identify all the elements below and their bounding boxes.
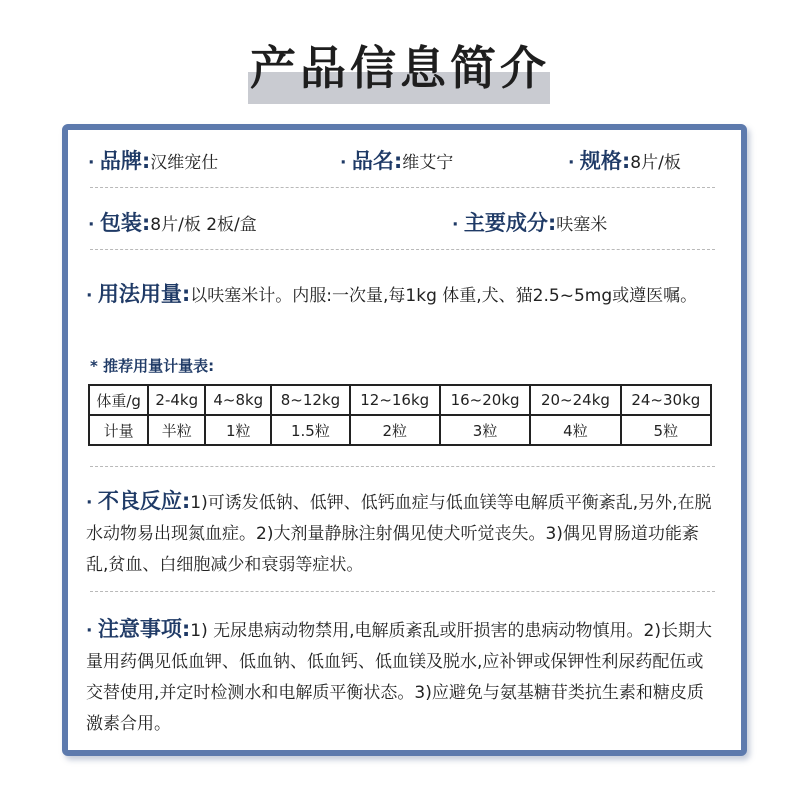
bullet-icon: · [86, 621, 93, 641]
bullet-icon: · [88, 153, 95, 173]
table-cell: 计量 [89, 415, 148, 445]
bullet-icon: · [452, 215, 459, 235]
table-cell: 2-4kg [148, 385, 205, 415]
table-row [89, 415, 711, 445]
bullet-icon: · [340, 153, 347, 173]
ingredient-value: 呋塞米 [556, 215, 608, 235]
brand-row [88, 149, 218, 175]
dose-table-title: * 推荐用量计量表: [90, 357, 215, 375]
table-cell: 4粒 [530, 415, 620, 445]
product-name-row [340, 149, 453, 175]
table-cell: 8~12kg [271, 385, 349, 415]
dosage-text: 以呋塞米计。内服:一次量,每1kg 体重,犬、猫2.5~5mg或遵医嘱。 [190, 286, 698, 306]
notes-section [86, 614, 716, 740]
brand-label: 品牌: [99, 149, 151, 173]
table-cell: 2粒 [350, 415, 440, 445]
ingredient-row [452, 211, 607, 237]
notes-label: 注意事项: [97, 617, 191, 641]
table-cell: 1.5粒 [271, 415, 349, 445]
page-title: 产品信息简介 [250, 41, 550, 95]
notes-text: 1) 无尿患病动物禁用,电解质紊乱或肝损害的患病动物慎用。2)长期大量用药偶见低血钾、低血钠、低血钙、低血镁及脱水,应补钾或保钾性利尿药配伍或交替使用,并定时检测水和电解质平衡状态。3)应避免与氨基糖苷类抗生素和糖皮质激素合用。 [86, 621, 712, 734]
dosage-label: 用法用量: [97, 282, 191, 306]
packaging-label: 包装: [99, 211, 151, 235]
table-cell: 1粒 [205, 415, 271, 445]
table-cell: 3粒 [440, 415, 530, 445]
packaging-row [88, 211, 257, 237]
table-cell: 5粒 [621, 415, 711, 445]
packaging-value: 8片/板 2板/盒 [150, 215, 257, 235]
spec-label: 规格: [579, 149, 631, 173]
table-cell: 16~20kg [440, 385, 530, 415]
title-wrap [0, 40, 800, 96]
spec-value: 8片/板 [630, 153, 681, 173]
table-row [89, 385, 711, 415]
dose-table [88, 384, 712, 446]
dosage-section [86, 279, 716, 312]
table-cell: 20~24kg [530, 385, 620, 415]
table-cell: 12~16kg [350, 385, 440, 415]
spec-row [568, 149, 681, 175]
table-cell: 体重/g [89, 385, 148, 415]
brand-value: 汉维宠仕 [150, 153, 219, 173]
ingredient-label: 主要成分: [463, 211, 557, 235]
product-name-value: 维艾宁 [402, 153, 454, 173]
divider [90, 187, 715, 188]
table-cell: 半粒 [148, 415, 205, 445]
product-name-label: 品名: [351, 149, 403, 173]
table-cell: 4~8kg [205, 385, 271, 415]
adverse-text: 1)可诱发低钠、低钾、低钙血症与低血镁等电解质平衡紊乱,另外,在脱水动物易出现氮血症。2)大剂量静脉注射偶见使犬听觉丧失。3)偶见胃肠道功能紊乱,贫血、白细胞减少和衰弱等症状。 [86, 493, 712, 575]
bullet-icon: · [568, 153, 575, 173]
bullet-icon: · [86, 493, 93, 513]
adverse-section [86, 486, 716, 581]
bullet-icon: · [86, 286, 93, 306]
bullet-icon: · [88, 215, 95, 235]
table-cell: 24~30kg [621, 385, 711, 415]
divider [90, 466, 715, 467]
divider [90, 591, 715, 592]
adverse-label: 不良反应: [97, 489, 191, 513]
divider [90, 249, 715, 250]
